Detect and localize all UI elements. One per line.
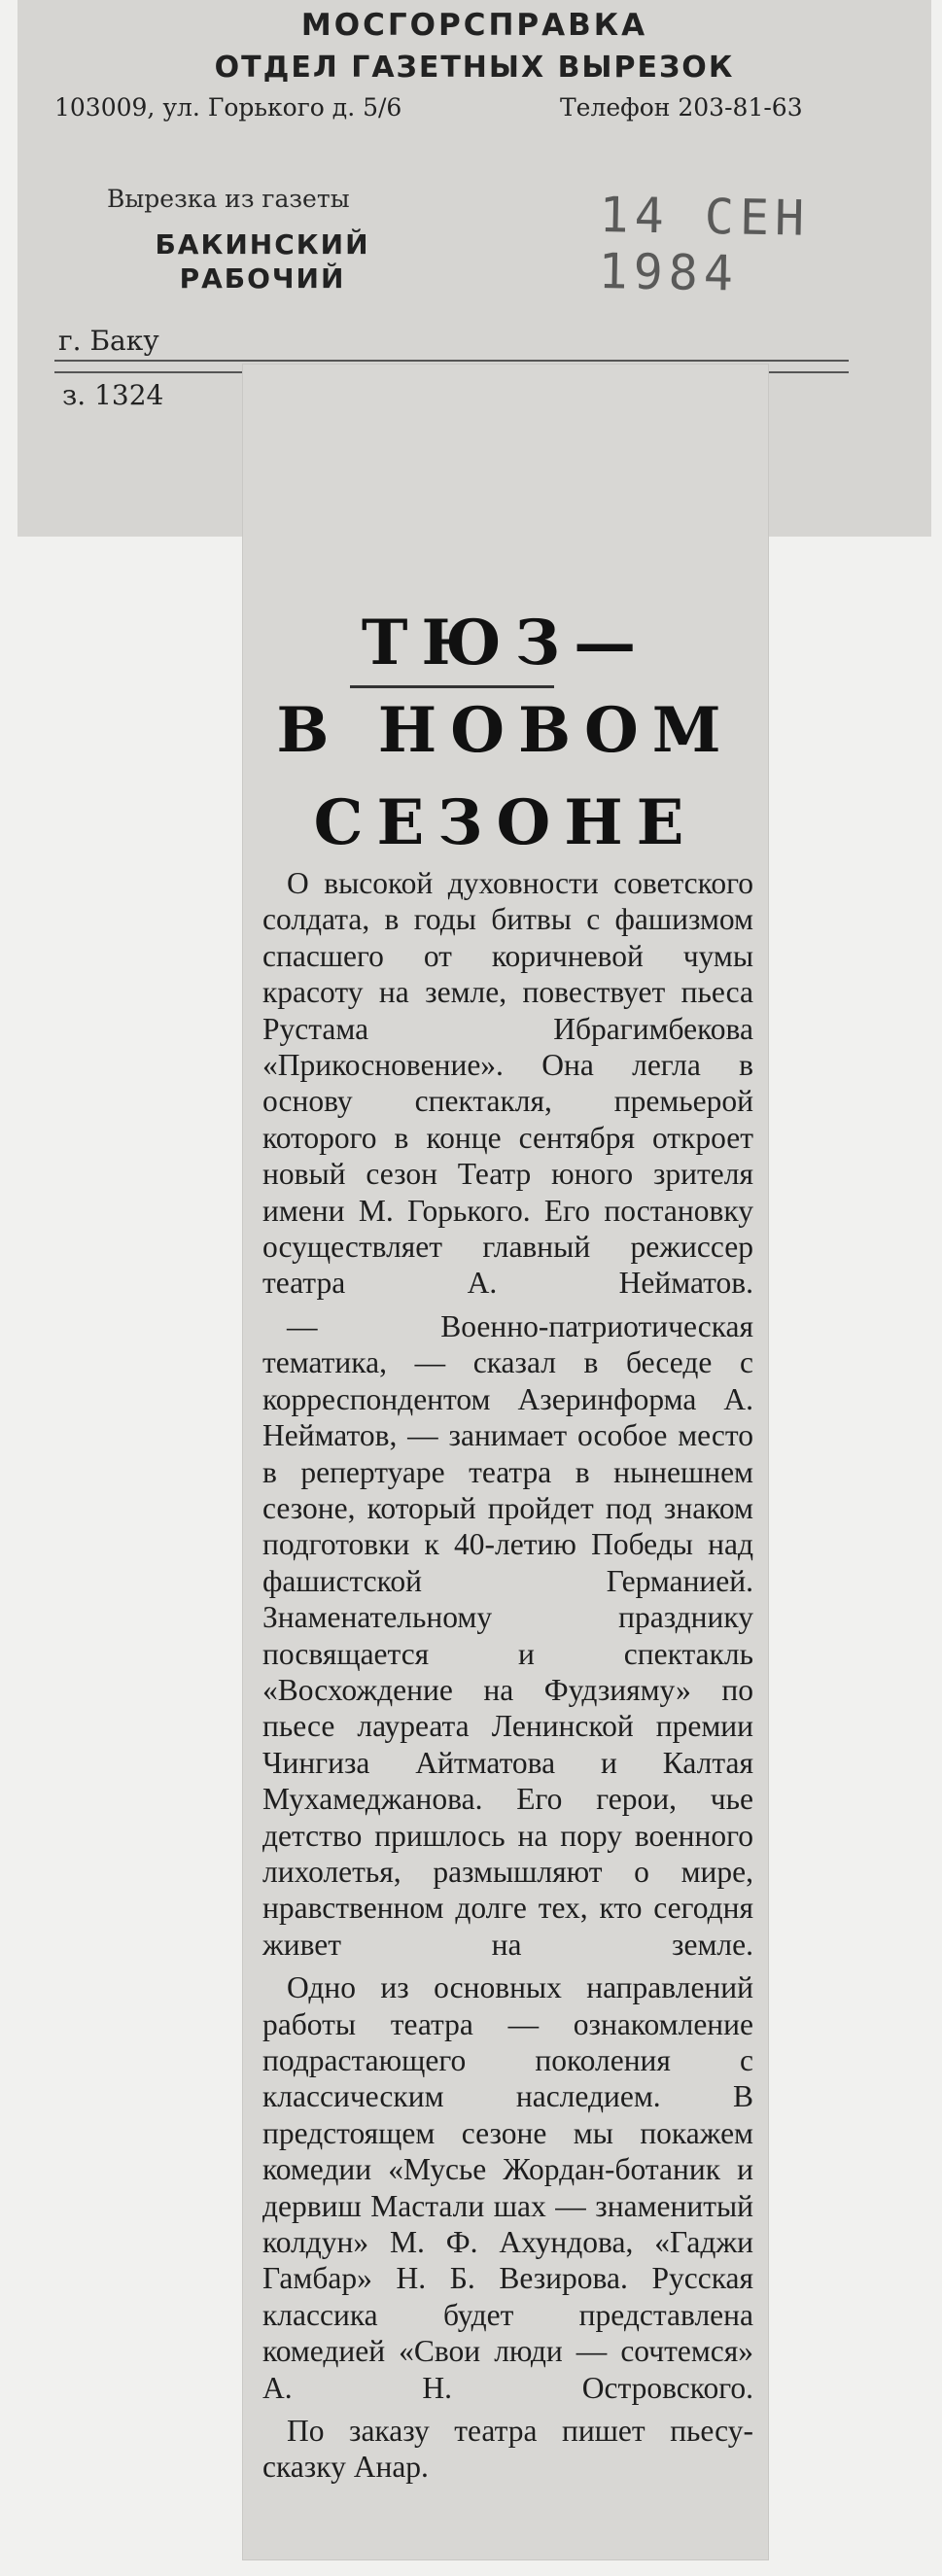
article-paragraph: Одно из основных направлений работы театра — ознакомление подрастающего поколения с классическим наследием. В предстоящем сезоне мы покажем комедии «Мусье Жордан-ботаник и дервиш Мастали шах — знаменитый колдун» М. Ф. Ахундова, «Гаджи Гамбар» Н. Б. Везирова. Русская классика будет представлена комедией «Свои люди — сочтемся» А. Н. Островского. xyxy=(262,1970,753,2405)
agency-address: 103009, ул. Горького д. 5/6 xyxy=(54,93,402,122)
article-paragraph: По заказу театра пишет пьесу-сказку Анар. xyxy=(262,2414,753,2485)
order-number: з. 1324 xyxy=(62,379,164,411)
headline-line3: СЕЗОНЕ xyxy=(313,786,698,859)
newspaper-clipping xyxy=(243,365,768,2559)
department-name: ОТДЕЛ ГАЗЕТНЫХ ВЫРЕЗОК xyxy=(214,51,735,85)
headline-line1: ТЮЗ— xyxy=(361,607,650,679)
headline-rule xyxy=(350,685,554,688)
agency-name: МОСГОРСПРАВКА xyxy=(300,8,648,43)
agency-phone: Телефон 203-81-63 xyxy=(560,93,803,122)
newspaper-name-line2: РАБОЧИЙ xyxy=(179,262,346,295)
date-stamp: 14 СЕН 1984 xyxy=(598,187,811,302)
city-label: г. Баку xyxy=(58,325,159,357)
divider-line xyxy=(54,360,849,362)
cut-from-label: Вырезка из газеты xyxy=(107,185,350,213)
article-body xyxy=(262,865,753,2492)
newspaper-name-line1: БАКИНСКИЙ xyxy=(155,228,370,261)
article-paragraph: — Военно-патриотическая тематика, — сказал в беседе с корреспондентом Азеринформа А. Нейматов, — занимает особое место в репертуаре театра в нынешнем сезоне, который пройдет под знаком подготовки к 40-летию Победы над фашистской Германией. Знаменательному празднику посвящается и спектакль «Восхождение на Фудзияму» по пьесе лауреата Ленинской премии Чингиза Айтматова и Калтая Мухамеджанова. Его герои, чье детство пришлось на пору военного лихолетья, размышляют о мире, нравственном долге тех, кто сегодня живет на земле. xyxy=(262,1308,753,1962)
article-paragraph: О высокой духовности советского солдата, в годы битвы с фашизмом спасшего от коричневой чумы красоту на земле, повествует пьеса Рустама Ибрагимбекова «Прикосновение». Она легла в основу спектакля, премьерой которого в конце сентября откроет новый сезон Театр юного зрителя имени М. Горького. Его постановку осуществляет главный режиссер театра А. Нейматов. xyxy=(262,866,753,1301)
headline-line2: В НОВОМ xyxy=(276,694,735,767)
